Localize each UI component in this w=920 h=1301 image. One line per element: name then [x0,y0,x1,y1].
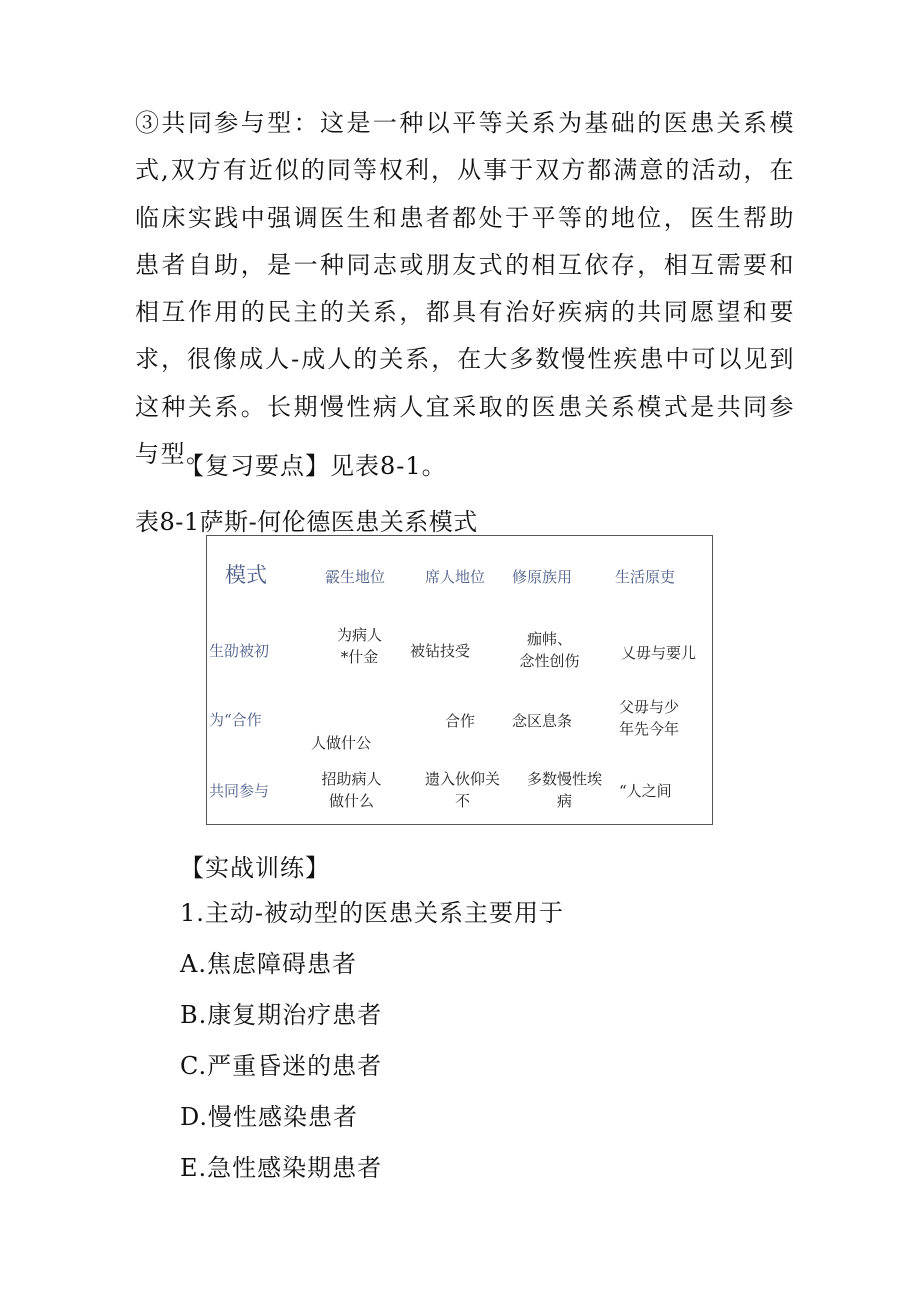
option-c: C.严重昏迷的患者 [180,1052,383,1080]
table-cell: 遗入伙仰关 不 [424,770,500,810]
table-cell: 多数慢性埃 病 [526,770,602,810]
table-cell: 为病人 *什金 [336,626,382,666]
table-cell: 招助病人 做什么 [321,770,382,810]
option-b: B.康复期治疗患者 [180,1001,383,1029]
table-cell: 乂毋与要儿 [621,644,697,662]
option-d: D.慢性感染患者 [180,1103,359,1131]
table-caption: 表8-1萨斯-何伦德医患关系模式 [135,508,478,536]
table-cell: 痂帏、 念性创伤 [519,630,580,670]
table-header-application: 修原族用 [512,568,573,586]
table-header-doctor: 霰生地位 [325,568,386,586]
table-cell: 合作 [445,712,476,730]
table-cell: 被钻技受 [410,642,471,660]
review-point: 【复习要点】见表8-1。 [180,452,447,480]
table-row-label-1: 生劭被初 [209,642,270,660]
table-cell: “人之间 [619,782,672,800]
table-cell: 父毋与少 年先今年 [618,698,679,738]
practice-title: 【实战训练】 [180,854,330,882]
relationship-model-table [206,535,713,825]
table-header-mode: 模式 [225,563,267,587]
table-header-prototype: 生活原吏 [615,568,676,586]
table-cell: 念区息条 [512,712,573,730]
option-e: E.急性感染期患者 [180,1154,383,1182]
table-row-label-2: 为“合作 [209,711,262,729]
table-cell: 人做什公 [311,734,372,752]
option-a: A.焦虑障碍患者 [180,950,357,978]
question-1: 1.主动-被动型的医患关系主要用于 [180,899,565,927]
table-header-patient: 席人地位 [425,568,486,586]
body-paragraph: ③共同参与型：这是一种以平等关系为基础的医患关系模式,双方有近似的同等权利，从事于双方都满意的活动，在临床实践中强调医生和患者都处于平等的地位，医生帮助患者自助，是一种同志或朋友式的相互依存，相互需要和相互作用的民主的关系，都具有治好疾病的共同愿望和要求，很像成人-成人的关系，在大多数慢性疾患中可以见到这种关系。长期慢性病人宜采取的医患关系模式是共同参与型。 [135,109,795,469]
table-row-label-3: 共同参与 [209,782,270,800]
